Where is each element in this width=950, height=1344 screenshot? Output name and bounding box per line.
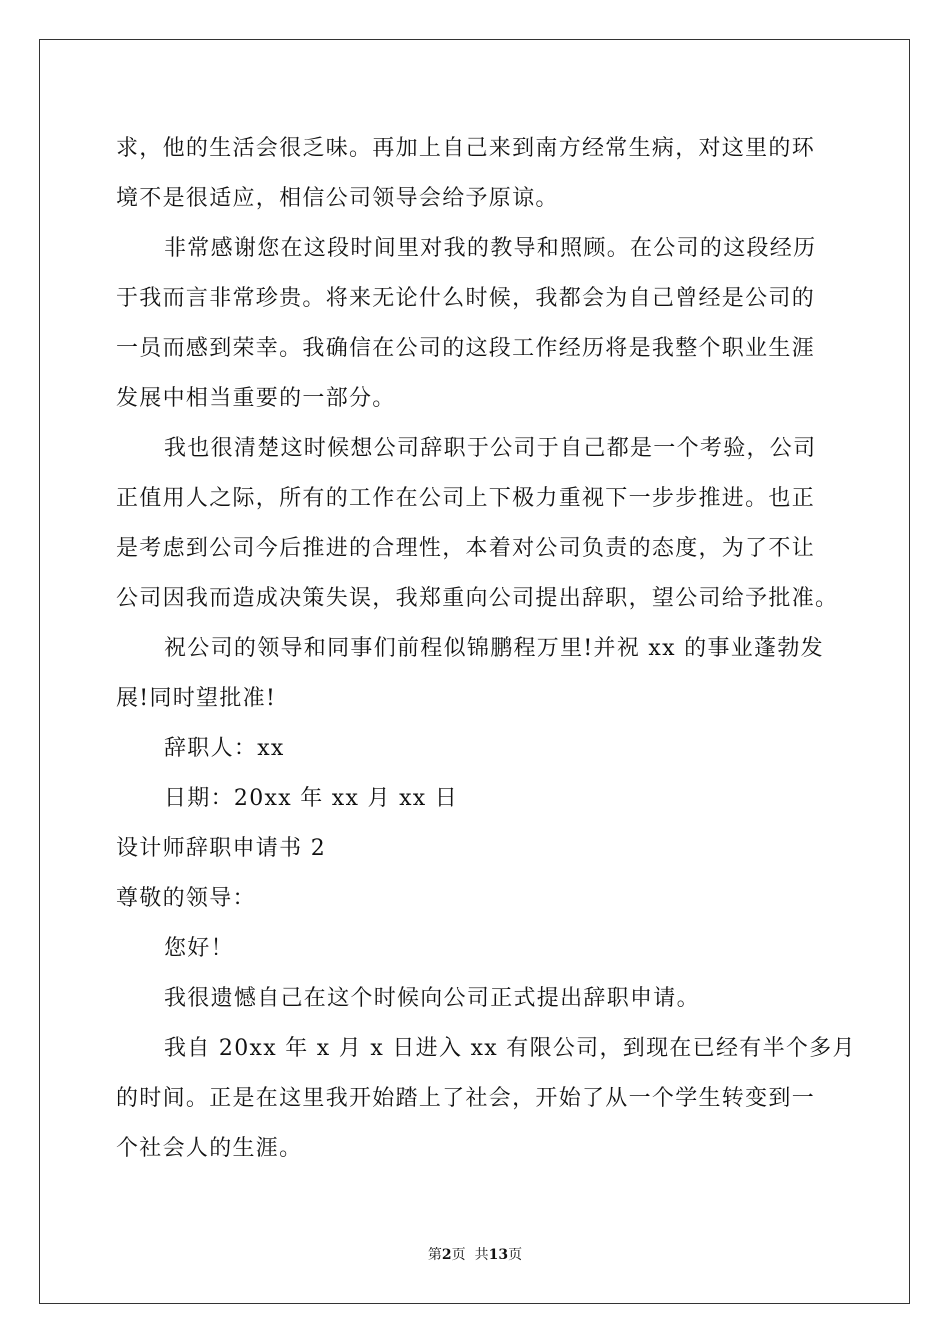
text-line: 正值用人之际，所有的工作在公司上下极力重视下一步步推进。也正 (116, 486, 816, 511)
text-line: 的时间。正是在这里我开始踏上了社会，开始了从一个学生转变到一 (116, 1086, 816, 1111)
footer-prefix: 第 (427, 1247, 442, 1263)
text-line: 一员而感到荣幸。我确信在公司的这段工作经历将是我整个职业生涯 (116, 336, 816, 361)
signature-line: 辞职人：xx (164, 736, 285, 761)
text-line: 展!同时望批准! (116, 686, 277, 711)
greeting: 您好！ (164, 936, 234, 961)
paragraph-start: 我很遗憾自己在这个时候向公司正式提出辞职申请。 (164, 986, 700, 1011)
document-body (116, 124, 856, 1174)
section-title: 设计师辞职申请书 2 (116, 836, 326, 861)
text-line: 公司因我而造成决策失误，我郑重向公司提出辞职，望公司给予批准。 (116, 586, 839, 611)
paragraph-start: 我自 20xx 年 x 月 x 日进入 xx 有限公司，到现在已经有半个多月 (164, 1036, 856, 1061)
page-footer (0, 1244, 950, 1264)
text-line: 是考虑到公司今后推进的合理性，本着对公司负责的态度，为了不让 (116, 536, 816, 561)
text-line: 求，他的生活会很乏味。再加上自己来到南方经常生病，对这里的环 (116, 136, 816, 161)
text-line: 个社会人的生涯。 (116, 1136, 303, 1161)
text-line: 于我而言非常珍贵。将来无论什么时候，我都会为自己曾经是公司的 (116, 286, 816, 311)
text-line: 发展中相当重要的一部分。 (116, 386, 396, 411)
paragraph-start: 非常感谢您在这段时间里对我的教导和照顾。在公司的这段经历 (164, 236, 817, 261)
date-line: 日期：20xx 年 xx 月 xx 日 (164, 786, 459, 811)
total-page-count: 13 (488, 1247, 509, 1263)
paragraph-start: 我也很清楚这时候想公司辞职于公司于自己都是一个考验，公司 (164, 436, 817, 461)
salutation: 尊敬的领导： (116, 886, 256, 911)
paragraph-start: 祝公司的领导和同事们前程似锦鹏程万里!并祝 xx 的事业蓬勃发 (164, 636, 824, 661)
text-line: 境不是很适应，相信公司领导会给予原谅。 (116, 186, 559, 211)
footer-suffix: 页 (508, 1247, 523, 1263)
current-page-number: 2 (441, 1247, 452, 1263)
footer-mid: 页 共 (451, 1247, 489, 1263)
